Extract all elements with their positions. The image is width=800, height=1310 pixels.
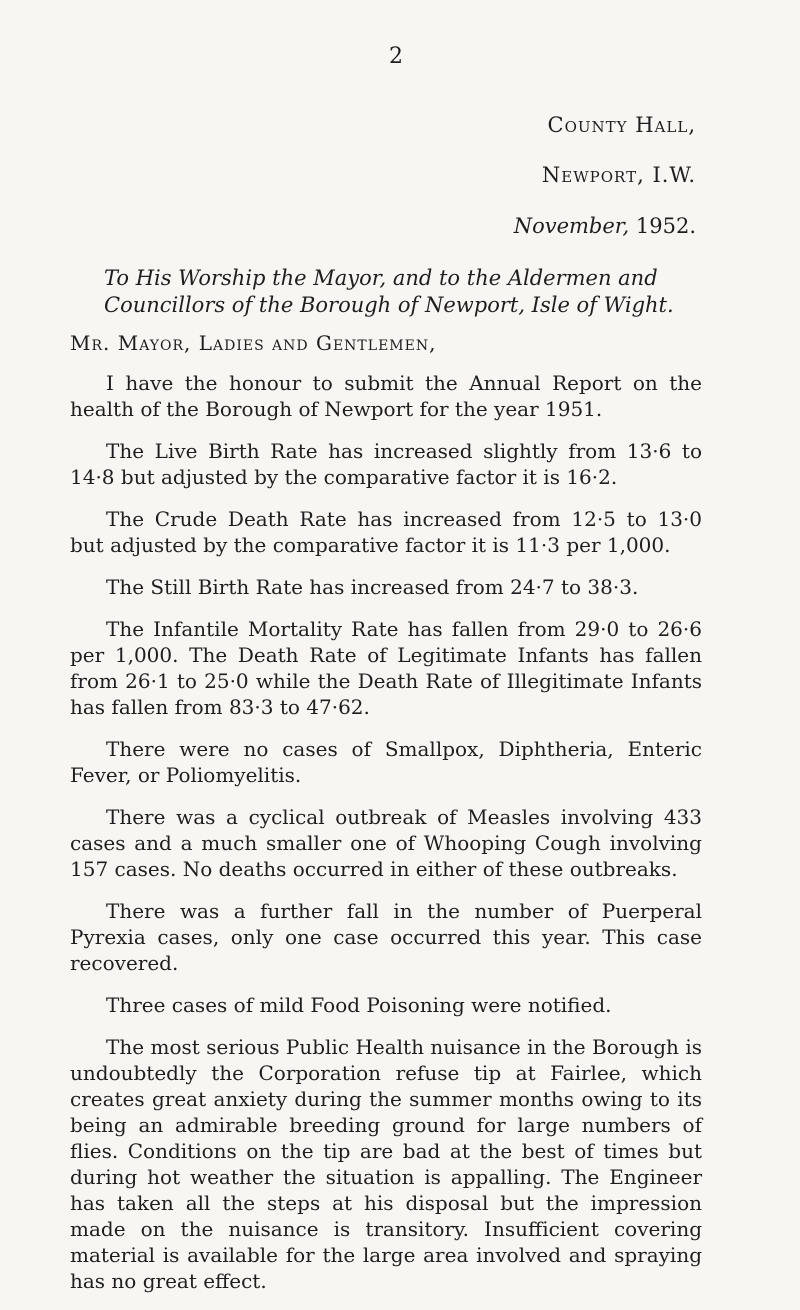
paragraph: The most serious Public Health nuisance in the Borough is undoubtedly the Corporation refuse tip at Fairlee, which creates great anxiety during the summer months owing to its being an admirable breeding ground for large numbers of flies. Conditions on the tip are bad at the best of times but during hot weather the situation is appalling. The Engineer has taken all the steps at his disposal but the impression made on the nuisance is transitory. Insufficient covering material is available for the large area involved and spraying has no great effect. (70, 1035, 702, 1293)
paragraph: The Live Birth Rate has increased slightly from 13·6 to 14·8 but adjusted by the comparative factor it is 16·2. (70, 439, 702, 489)
addressee: To His Worship the Mayor, and to the Aldermen and Councillors of the Borough of Newport, Isle of Wight. (104, 266, 674, 317)
paragraph: Three cases of mild Food Poisoning were notified. (106, 993, 612, 1017)
letter-body (70, 370, 702, 1310)
date-month: November, (513, 214, 630, 238)
address-line-2: Newport, I.W. (541, 163, 696, 187)
date-year: 1952. (635, 214, 696, 238)
paragraph: The Infantile Mortality Rate has fallen from 29·0 to 26·6 per 1,000. The Death Rate of Legitimate Infants has fallen from 26·1 to 25·0 while the Death Rate of Illegitimate Infants has fallen from 83·3 to 47·62. (70, 617, 702, 719)
letter-date (514, 214, 696, 238)
paragraph: There was a further fall in the number of Puerperal Pyrexia cases, only one case occurred this year. This case recovered. (70, 899, 702, 975)
paragraph: The Crude Death Rate has increased from 12·5 to 13·0 but adjusted by the comparative factor it is 11·3 per 1,000. (70, 507, 702, 557)
paragraph: There were no cases of Smallpox, Diphtheria, Enteric Fever, or Poliomyelitis. (70, 737, 702, 787)
paragraph: There was a cyclical outbreak of Measles involving 433 cases and a much smaller one of Whooping Cough involving 157 cases. No deaths occurred in either of these outbreaks. (70, 805, 702, 881)
page-number: 2 (389, 44, 403, 69)
address-line-1: County Hall, (547, 113, 696, 137)
paragraph: I have the honour to submit the Annual Report on the health of the Borough of Newport for the year 1951. (70, 371, 702, 421)
salutation: Mr. Mayor, Ladies and Gentlemen, (70, 331, 437, 355)
paragraph: The Still Birth Rate has increased from 24·7 to 38·3. (106, 575, 639, 599)
